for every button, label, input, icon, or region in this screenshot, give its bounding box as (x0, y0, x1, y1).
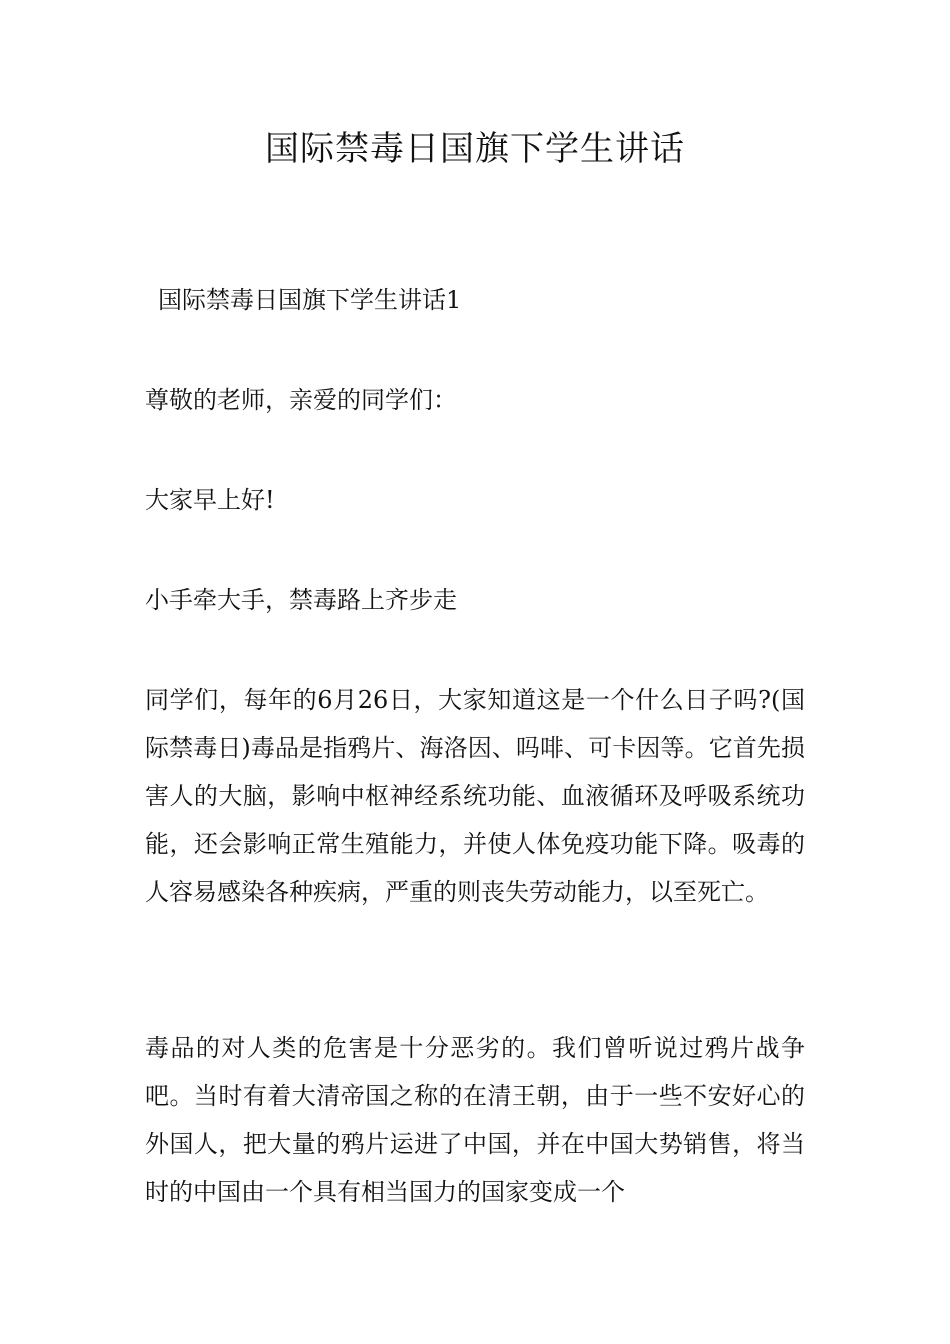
speech-subtitle: 国际禁毒日国旗下学生讲话1 (158, 286, 462, 314)
paragraph-greeting: 尊敬的老师，亲爱的同学们： (145, 386, 457, 414)
paragraph-drug-harm-intro: 同学们，每年的6月26日，大家知道这是一个什么日子吗?(国际禁毒日)毒品是指鸦片、海洛因、吗啡、可卡因等。它首先损害人的大脑，影响中枢神经系统功能、血液循环及呼吸系统功能，还会影响正常生殖能力，并使人体免疫功能下降。吸毒的人容易感染各种疾病，严重的则丧失劳动能力，以至死亡。 (145, 686, 805, 906)
document-title: 国际禁毒日国旗下学生讲话 (265, 129, 685, 169)
paragraph-slogan: 小手牵大手，禁毒路上齐步走 (145, 586, 457, 614)
paragraph-good-morning: 大家早上好! (145, 486, 275, 514)
paragraph-opium-war: 毒品的对人类的危害是十分恶劣的。我们曾听说过鸦片战争吧。当时有着大清帝国之称的在清王朝，由于一些不安好心的外国人，把大量的鸦片运进了中国，并在中国大势销售，将当时的中国由一个具有相当国力的国家变成一个 (145, 1034, 805, 1206)
